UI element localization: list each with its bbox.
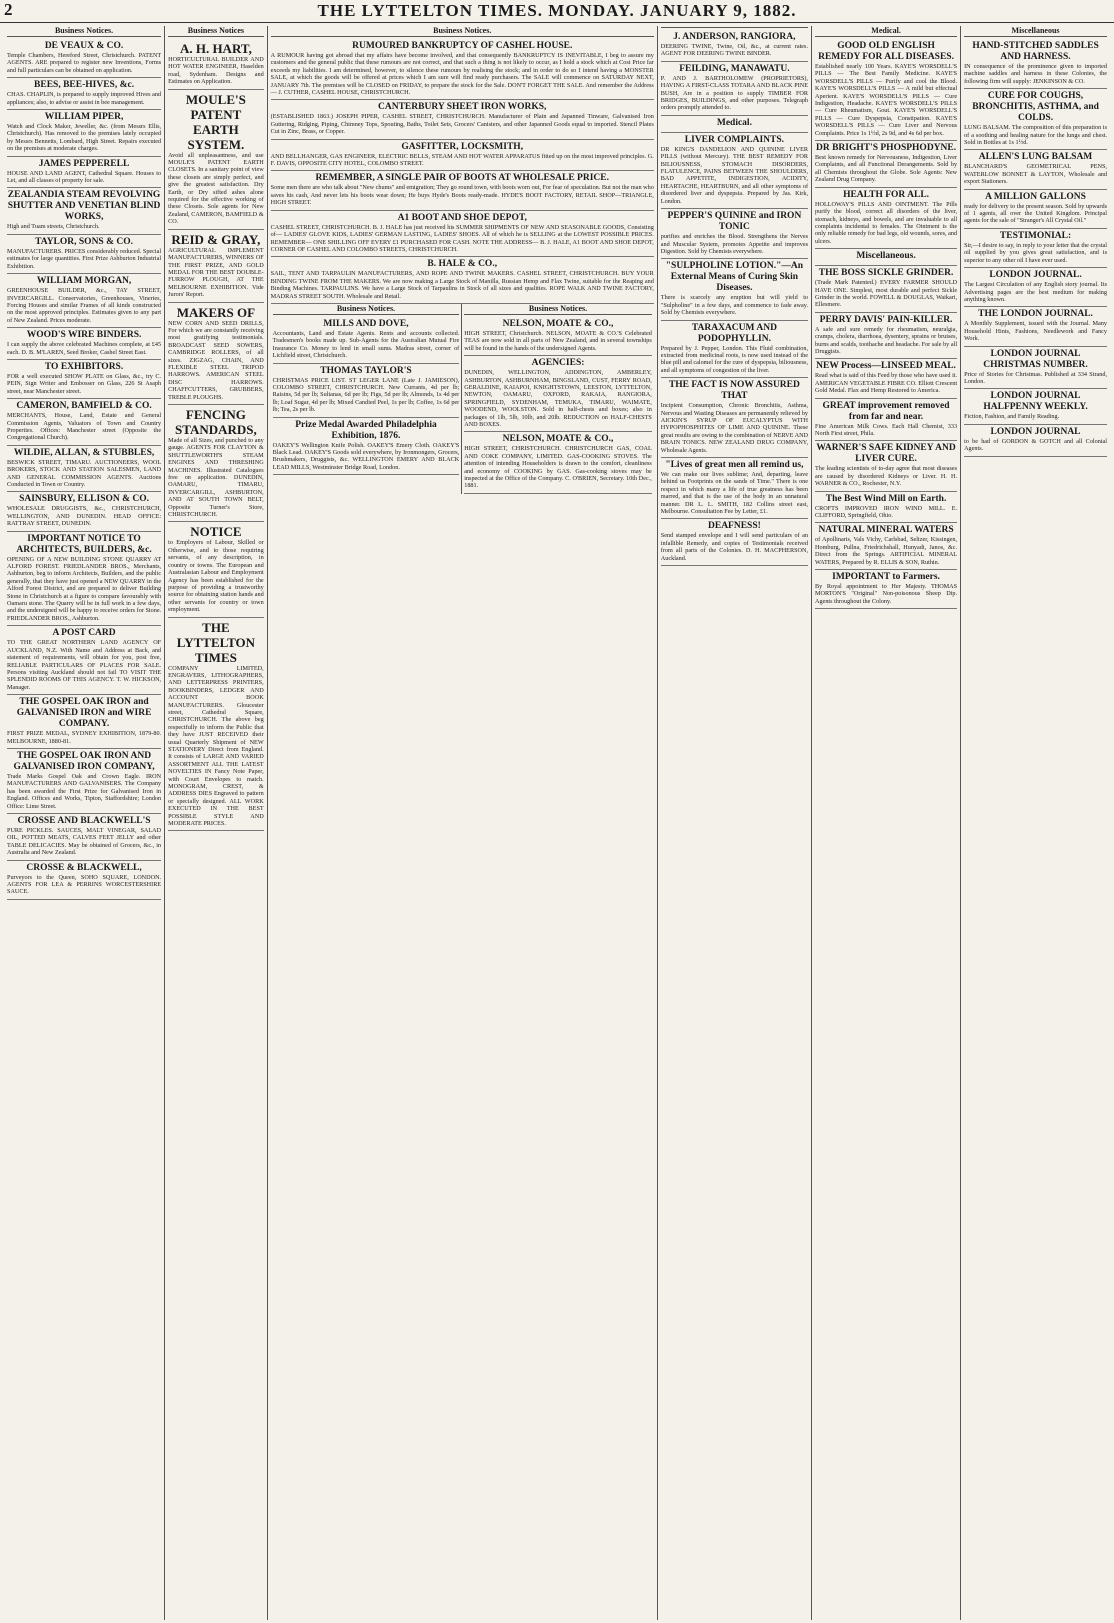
ad-headline: THE LONDON JOURNAL. <box>978 309 1093 320</box>
ad-body: HIGH STREET, CHRISTCHURCH. CHRISTCHURCH GAS, COAL AND COKE COMPANY, LIMITED. GAS-COOKING STOVES. The attention of intending Householders is drawn to the comfort, cleanliness and economy of COOKING by GAS. Gas-cooking stoves may be inspected at the Office of the Company. C. O'BRIEN, Secretary. 10th Dec., 1881. <box>464 445 652 490</box>
ad-headline: "Lives of great men all remind us, <box>665 460 804 470</box>
ad-body: A RUMOUR having got abroad that my affairs have become involved, and that consequently BANKRUPTCY IS INEVITABLE, I beg to assure my customers and the general public that these rumours are not correct, and that such a thing is not likely to occur, as I hold a stock which at Cost Price far exceeds my liabilities. I am determined, however, to silence these rumours by realising the stock; and in order to do so I intend having a MONSTER SALE, at which the goods will be offered at prices which I am sure will find ready purchasers. The SALE will commence on SATURDAY NEXT, JANUARY 7th. The premises will be CLOSED on FRIDAY, to prepare the stock for the Sale. DON'T FORGET THE SALE. And remember the Address— J. CUTHER, CASHEL HOUSE, CHRISTCHURCH. <box>270 52 654 97</box>
advertisement <box>7 861 161 900</box>
ad-headline: CANTERBURY SHEET IRON WORKS, <box>378 102 547 113</box>
ad-body: HOUSE AND LAND AGENT, Cathedral Square. Houses to Let, and all classes of property for sale. <box>7 169 162 185</box>
ad-body: WHOLESALE DRUGGISTS, &c., CHRISTCHURCH, WELLINGTON, AND DUNEDIN. HEAD OFFICE: RATTRAY STREET, DUNEDIN. <box>7 505 162 528</box>
ad-body: NEW CORN AND SEED DRILLS, For which we are constantly receiving most gratifying testimonials. BROADCAST SEED SOWERS, CAMBRIDGE ROLLERS, of all sizes. ZIGZAG, CHAIN, AND FLEXIBLE STEEL TRIPOD HARROWS. AMERICAN STEEL DISC HARROWS. CHAFFCUTTERS, GRUBBERS, TREBLE PLOUGHS. <box>168 319 264 401</box>
ad-headline: REID & GRAY, <box>171 231 261 247</box>
ad-body: HIGH STREET, Christchurch. NELSON, MOATE & CO.'S Celebrated TEAS are now sold in all parts of New Zealand, and in several townships will be found in the hands of the undersigned Agents. <box>464 329 652 352</box>
advertisement <box>168 405 264 522</box>
column-heading: Business Notices. <box>7 26 161 37</box>
advertisement <box>964 39 1107 89</box>
advertisement <box>815 399 957 442</box>
ad-headline: FENCING STANDARDS, <box>175 407 257 437</box>
ad-body: to Employers of Labour, Skilled or Otherwise, and to those requiring servants, of any description, in country or towns. The European and Australasian Labour and Employment Agency has been established for the purpose of providing a trustworthy source for obtaining station hands and other servants for country or town employment. <box>168 539 264 614</box>
ad-headline: J. ANDERSON, RANGIORA, <box>673 32 796 42</box>
advertisement <box>7 532 161 627</box>
ad-body: CROFTS IMPROVED IRON WIND MILL. E. CLIFFORD, Springfield, Ohio. <box>815 504 958 520</box>
ad-body: Trade Marks Gospel Oak and Crown Eagle. IRON MANUFACTURERS AND GALVANISERS. The Company has been awarded the First Prize for Galvanised Iron in England. Offices and Works, Tipton, Staffordshire; London Office: Lime Street. <box>7 772 162 810</box>
ad-headline: "SULPHOLINE LOTION."—An External Means of Curing Skin Diseases. <box>665 261 804 294</box>
advertisement <box>168 303 264 405</box>
advertisement <box>7 695 161 749</box>
ad-body: There is scarcely any eruption but will yield to "Sulpholine" in a few days, and commence to fade away. Sold by Chemists everywhere. <box>660 294 809 317</box>
ad-body: Incipient Consumption, Chronic Bronchitis, Asthma, Nervous and Wasting Diseases are permanently relieved by AICKIN'S SYRUP OF EUCALYPTUS WITH HYPOPHOSPHITES OF LIME AND QUININE. These great results are owing to the combination of NERVE AND BRAIN TONICS. NEW ZEALAND DRUG COMPANY, Wholesale Agents. <box>660 402 809 454</box>
advertisement <box>168 618 264 832</box>
advertisement <box>464 432 652 493</box>
ad-body: Watch and Clock Maker, Jeweller, &c. (from Messrs Ellis, Christchurch). Has removed to the premises lately occupied by Messrs Bennetts, Lombard, High Street. Repairs executed on the premises at moderate charges. <box>7 123 162 153</box>
column-heading: Business Notices. <box>464 304 652 315</box>
ad-body: Price of Stories for Christmas. Published at 334 Strand, London. <box>964 370 1107 385</box>
advertisement <box>815 523 957 570</box>
ad-body: OPENING OF A NEW BUILDING STONE QUARRY AT ALFORD FOREST. FRIEDLANDER BROS., Merchants, Ashburton, beg to inform Architects, Builders, and the public generally, that they have just opened a NEW QUARRY in the Alford Forest District, and are prepared to deliver Building Stone in Christchurch at a figure to compare favourably with Oamaru stone. The Quarry will be in full work in a few days, and the undersigned will be happy to receive orders for Stone. FRIEDLANDER BROS., Ashburton. <box>7 555 162 622</box>
ad-headline: THE GOSPEL OAK IRON and GALVANISED IRON and WIRE COMPANY. <box>16 697 152 730</box>
ad-headline: NELSON, MOATE & CO., <box>502 318 614 329</box>
advertisement <box>964 150 1107 189</box>
advertisement <box>271 39 654 100</box>
ad-headline: THE BOSS SICKLE GRINDER. <box>818 268 954 279</box>
advertisement <box>7 814 161 861</box>
column-3-right-list <box>464 317 652 494</box>
advertisement <box>815 313 957 360</box>
ad-headline: Medical. <box>716 117 752 128</box>
ad-headline: WOOD'S WIRE BINDERS. <box>26 330 142 341</box>
column-5 <box>812 26 961 1620</box>
advertisement <box>7 626 161 695</box>
advertisement <box>271 171 654 210</box>
ad-body: (ESTABLISHED 1863.) JOSEPH PIPER, CASHEL STREET, CHRISTCHURCH. Manufacturer of Plain and Japanned Tinware, Galvanised Iron Guttering, Ridging, Piping, Chimney Tops, Spouting, Baths, Toilet Sets, Grocers' Canisters, and other Japanned Goods equal to imported. Stencil Plates Cut in Zinc, Brass, or Copper. <box>270 113 654 136</box>
advertisement <box>815 441 957 491</box>
ad-body: FOR a well executed SHOW PLATE on Glass, &c., try C. PEIN, Sign Writer and Embosser on Glass, 226 St Asaph street, near Manchester street. <box>7 372 162 395</box>
ad-body: DR KING'S DANDELION AND QUININE LIVER PILLS (without Mercury). THE BEST REMEDY FOR BILIOUSNESS, STOMACH DISORDERS, FLATULENCE, PAINS BETWEEN THE SHOULDERS, BAD APPETITE, INDIGESTION, ACIDITY, HEARTACHE, HEARTBURN, and all other symptoms of disordered liver and dyspepsia. Prepared by Jas. Kirk, London. <box>660 145 809 205</box>
advertisement <box>168 522 264 617</box>
ad-headline: PEPPER'S QUININE and IRON TONIC <box>667 211 802 233</box>
advertisement <box>661 209 808 259</box>
advertisement <box>271 211 654 258</box>
ad-headline: THE FACT IS NOW ASSURED THAT <box>668 380 800 402</box>
ad-headline: B. HALE & CO., <box>427 259 498 270</box>
ad-body: of Apollinaris, Vals Vichy, Carlsbad, Seltzer, Kissingen, Homburg, Pullna, Friedrichshall, Hunyadi, Janos, &c. Direct from the Springs. ARTIFICIAL MINERAL WATERS, Prepared by R. ELLIS & SON, Ruthin. <box>815 536 958 566</box>
ad-headline: MILLS AND DOVE, <box>323 318 409 329</box>
ad-body: Read what is said of this Feed by those who have used it. AMERICAN VEGETABLE FIBRE CO. Elliott Crescent Gold Medal. Flax and Hemp Restored to America. <box>815 372 958 395</box>
advertisement <box>964 190 1107 229</box>
ad-headline: ZEALANDIA STEAM REVOLVING SHUTTER AND VENETIAN BLIND WORKS, <box>7 190 161 223</box>
advertisement <box>815 39 957 141</box>
ad-body: Fine American Milk Cows. Each Hall Chemist, 333 North First street, Phila. <box>815 422 958 437</box>
advertisement <box>815 492 957 524</box>
ad-headline: PERRY DAVIS' PAIN-KILLER. <box>819 314 953 325</box>
advertisement <box>7 274 161 328</box>
ad-headline: CURE FOR COUGHS, BRONCHITIS, ASTHMA, and COLDS. <box>972 91 1099 124</box>
ad-headline: TESTIMONIAL: <box>999 230 1072 241</box>
ad-headline: A1 BOOT AND SHOE DEPOT, <box>397 212 527 223</box>
masthead-title: THE LYTTELTON TIMES. MONDAY. JANUARY 9, 1882. <box>317 1 797 20</box>
ad-headline: GOOD OLD ENGLISH REMEDY FOR ALL DISEASES. <box>818 41 954 62</box>
ad-headline: IMPORTANT to Farmers. <box>832 572 940 583</box>
ad-headline: WILLIAM PIPER, <box>44 112 124 123</box>
ad-body: SAIL, TENT AND TARPAULIN MANUFACTURERS, AND ROPE AND TWINE MAKERS. CASHEL STREET, CHRISTCHURCH. BUY YOUR BINDING TWINE FROM THE MAKERS. We are now making a Large Stock of Manilla, Russian Hemp and Flax Twine, suitable for the Reaping and Binding Machines. TARPAULINS. We have a Large Stock of Tarpaulins in Stock of all sizes and qualities. ROPE WALK AND TWINE FACTORY, MADRAS STREET SOUTH. Wholesale and Retail. <box>270 270 654 300</box>
advertisement <box>661 62 808 116</box>
advertisement <box>7 446 161 493</box>
ad-body: IN consequence of the prominence given to imported machine saddles and harness in these Colonies, the following firm will supply: JENKINSON & CO. <box>964 63 1107 85</box>
ad-headline: ALLEN'S LUNG BALSAM <box>978 152 1093 163</box>
ad-body: P. AND J. BARTHOLOMEW (PROPRIETORS), HAVING A FIRST-CLASS TOTARA AND BLACK PINE BUSH, Are in a position to supply TIMBER FOR BRIDGES, BUILDINGS, and other purposes. Telegraph orders promptly attended to. <box>660 74 809 112</box>
ad-headline: NOTICE <box>190 524 242 540</box>
ad-body: MERCHANTS, House, Land, Estate and General Commission Agents, Valuators of Town and Country Properties. Offices: Manchester street (Opposite the Congregational Church). <box>7 412 162 442</box>
column-heading: Medical. <box>815 26 957 37</box>
column-1 <box>4 26 165 1620</box>
advertisement <box>168 230 264 303</box>
advertisement <box>661 259 808 320</box>
advertisement <box>464 356 652 432</box>
ad-headline: MOULE'S PATENT EARTH SYSTEM. <box>185 91 246 152</box>
ad-body: By Royal appointment to Her Majesty. THOMAS MORTON'S "Original" Non-poisonous Sheep Dip. Agents throughout the Colony. <box>815 583 958 605</box>
ad-headline: NELSON, MOATE & CO., <box>502 434 614 445</box>
ad-headline: JAMES PEPPERELL <box>38 158 130 169</box>
ad-headline: The Best Wind Mill on Earth. <box>825 493 947 504</box>
advertisement <box>271 100 654 139</box>
advertisement <box>964 347 1107 390</box>
ad-body: CHAS. CHAPLIN, is prepared to supply improved Hives and appliances; also, to advise or assist in bee management. <box>7 91 162 106</box>
ad-body: Established nearly 100 Years. KAYE'S WORSDELL'S PILLS — The Best Family Medicine. KAYE'S WORSDELL'S PILLS — Purify and cool the Blood. KAYE'S WORSDELL'S PILLS — A mild but effectual Aperient. KAYE'S WORSDELL'S PILLS — Cure Indigestion, Headache. KAYE'S WORSDELL'S PILLS — Cure Rheumatism, Gout. KAYE'S WORSDELL'S PILLS — Cure Dyspepsia, Constipation. KAYE'S WORSDELL'S PILLS — Cure Liver and Nervous Complaints. Price 1s 1½d, 2s 9d, and 4s 6d per box. <box>815 63 958 137</box>
ad-body: The Largest Circulation of any English story journal. Its Advertising pages are the best medium for making anything known. <box>964 281 1107 303</box>
column-3 <box>268 26 658 1620</box>
ad-body: HORTICULTURAL BUILDER AND HOT WATER ENGINEER, Haselden road, Sydenham. Designs and Estimates on Application. <box>168 56 264 86</box>
ad-headline: GASFITTER, LOCKSMITH, <box>401 141 524 152</box>
ad-body: Sir,—I desire to say, in reply to your letter that the crystal oil supplied by you gives great satisfaction, and is superior to any other oil I have ever used. <box>964 241 1107 264</box>
ad-body: High and Tuam streets, Christchurch. <box>7 223 100 231</box>
ad-body: Accountants, Land and Estate Agents. Rents and accounts collected. Tradesmen's books made up. Sub-Agents for the Australian Mutual Fire Insurance Co. Money to lend in small sums. Madras street, corner of Lichfield street, Christchurch. <box>272 329 460 360</box>
ad-body: I can supply the above celebrated Machines complete, at £45 each. D. B. M'LAREN, Seed Broker, Cashel Street East. <box>7 341 162 356</box>
ad-headline: LONDON JOURNAL. <box>989 270 1082 281</box>
ad-headline: CROSSE AND BLACKWELL'S <box>17 815 151 826</box>
ad-body: A safe and sure remedy for rheumatism, neuralgia, cramps, cholera, diarrhoea, dysentery, sprains or bruises, burns and scalds, toothache and headache. For sale by all Druggists. <box>815 325 958 355</box>
advertisement <box>964 229 1107 268</box>
advertisement <box>661 458 808 519</box>
column-3-left-list <box>273 317 460 475</box>
ad-body: DUNEDIN, WELLINGTON, ADDINGTON, AMBERLEY, ASHBURTON, ASHBURNHAM, BINGSLAND, CUST, FERRY ROAD, GERALDINE, KAIAPOI, KNIGHTSTOWN, LEESTON, LYTTELTON, NEWTON, OAMARU, OXFORD, RAKAIA, RANGIORA, SPRINGFIELD, SYDENHAM, TEMUKA, TIMARU, WAIMATE, WOODEND, WOOLSTON. Sold in half-chests and boxes; also in packages of 1lb, 5lb, 10lb, and 20lb. REDUCTION on HALF-CHESTS AND BOXES. <box>464 369 652 428</box>
column-3-right <box>462 304 654 494</box>
ad-headline: Miscellaneous. <box>856 251 916 262</box>
ad-headline: THE GOSPEL OAK IRON AND GALVANISED IRON COMPANY, <box>13 750 155 772</box>
ad-headline: IMPORTANT NOTICE TO ARCHITECTS, BUILDERS, &c. <box>16 533 152 555</box>
column-heading: Business Notices <box>168 26 264 37</box>
ad-headline: A MILLION GALLONS <box>985 191 1086 202</box>
ad-headline: WILLIAM MORGAN, <box>36 276 132 287</box>
ad-headline: DR BRIGHT'S PHOSPHODYNE. <box>815 143 957 154</box>
advertisement <box>815 570 957 609</box>
ad-body: BESWICK STREET, TIMARU. AUCTIONEERS, WOOL BROKERS, STOCK AND STATION SALESMEN, LAND AND GENERAL COMMISSION AGENTS. Auctions Conducted in Town or Country. <box>7 458 162 488</box>
ad-headline: A. H. HART, <box>179 41 252 56</box>
column-heading: Business Notices. <box>273 304 460 315</box>
ad-body: Made of all Sizes, and punched to any gauge. AGENTS FOR CLAYTON & SHUTTLEWORTH'S STEAM ENGINES AND THRESHING MACHINES. Illustrated Catalogues free on application. DUNEDIN, OAMARU, TIMARU, INVERCARGILL, ASHBURTON, AND AT SOUTH TOWN BELT, Opposite Turner's Store, CHRISTCHURCH. <box>168 437 264 519</box>
ad-body: TO THE GREAT NORTHERN LAND AGENCY OF AUCKLAND, N.Z. With Name and Address at Back, and statement of requirements, will obtain for you, post free, RELIABLE PARTICULARS OF PLACES FOR SALE. Persons visiting Auckland should not fail TO VISIT THE SPLENDID ROOMS OF THIS AGENCY. T. W. HICKSON, Manager. <box>7 639 162 691</box>
ad-headline: MAKERS OF <box>176 304 256 320</box>
ad-body: BLANCHARD'S GEOMETRICAL PENS, WATERLOW BONNET & LAYTON, Wholesale and export Stationers. <box>964 163 1107 186</box>
ad-body: Send stamped envelope and I will send particulars of an infallible Remedy, and copies of Testimonials received from all parts of the Colonies. D. H. MACPHERSON, Auckland. <box>660 532 809 562</box>
advertisement <box>271 257 654 304</box>
ad-headline: RUMOURED BANKRUPTCY OF CASHEL HOUSE. <box>352 41 573 51</box>
column-6 <box>961 26 1110 1620</box>
advertisement <box>7 235 161 274</box>
ad-headline: THE LYTTELTON TIMES <box>176 619 256 665</box>
ad-headline: WARNER'S SAFE KIDNEY AND LIVER CURE. <box>816 443 956 465</box>
ad-body: (Trade Mark Patented.) EVERY FARMER SHOULD HAVE ONE. Simplest, most durable and perfect Sickle Grinder in the world. FOWELL & DOUGLAS, Waikari, Ellesmere. <box>815 279 958 309</box>
advertisement <box>7 328 161 360</box>
ad-headline: TAYLOR, SONS & CO. <box>35 236 134 247</box>
ad-headline: Prize Medal Awarded Philadelphia Exhibition, 1876. <box>295 419 437 441</box>
advertisement <box>168 90 264 230</box>
column-3-split <box>271 304 654 494</box>
ad-headline: LIVER COMPLAINTS. <box>684 134 785 145</box>
ad-headline: CAMERON, BAMFIELD & CO. <box>16 401 152 412</box>
ad-body: The leading scientists of to-day agree that most diseases are caused by disordered Kidneys or Liver. H. H. WARNER & CO., Rochester, N.Y. <box>815 465 958 488</box>
ad-body: Best known remedy for Nervousness, Indigestion, Liver Complaints, and all Functional Derangements. Sold by all Chemists throughout the Globe. Sole Agents: New Zealand Drug Company. <box>815 154 958 184</box>
advertisement <box>7 749 161 814</box>
advertisement <box>7 157 161 189</box>
ad-body: OAKEY'S Wellington Knife Polish. OAKEY'S Emery Cloth. OAKEY'S Black Lead. OAKEY'S Goods sold everywhere, by Ironmongers, Grocers, Brushmakers, Druggists, &c. WELLINGTON EMERY AND BLACK LEAD MILLS, Westminster Bridge Road, London. <box>272 441 460 471</box>
advertisement <box>815 249 957 266</box>
ad-headline: NEW Process—LINSEED MEAL. <box>816 361 956 372</box>
ad-headline: SAINSBURY, ELLISON & CO. <box>19 494 150 505</box>
ad-body: to be had of GORDON & GOTCH and all Colonial Agents. <box>964 437 1107 453</box>
ad-body: Temple Chambers, Hereford Street, Christchurch. PATENT AGENTS. ARE prepared to register new Inventions, Forms and full particulars can be obtained on application. <box>7 52 162 74</box>
ad-headline: LONDON JOURNAL CHRISTMAS NUMBER. <box>983 348 1088 370</box>
advertisement <box>7 78 161 110</box>
column-2 <box>165 26 268 1620</box>
ad-headline: TO EXHIBITORS. <box>44 361 124 372</box>
advertisement <box>815 188 957 249</box>
ad-headline: A POST CARD <box>52 628 116 639</box>
ad-body: CHRISTMAS PRICE LIST. ST LEGER LANE (Late J. JAMIESON), COLOMBO STREET, CHRISTCHURCH. New Currants, 4d per lb; Raisins, 5d per lb; Sultanas, 6d per lb; Figs, 5d per lb; Almonds, 1s 4d per lb; Loaf Sugar, 4d per lb; Mixed Candied Peel, 1s per lb; Coffee, 1s 6d per lb; Tea, 2s per lb. <box>272 376 460 414</box>
ad-body: purifies and enriches the Blood. Strengthens the Nerves and Muscular System, promotes Appetite and improves Digestion. Sold by Chemists everywhere. <box>660 233 809 255</box>
ad-body: Prepared by J. Pepper, London. This Fluid combination, extracted from medicinal roots, is now used instead of the blue pill and calomel for the cure of dyspepsia, biliousness, and all symptoms of congestion of the liver. <box>660 344 809 374</box>
column-heading <box>661 26 808 28</box>
advertisement <box>815 359 957 398</box>
advertisement <box>7 492 161 531</box>
advertisement <box>815 266 957 313</box>
advertisement <box>7 110 161 157</box>
ad-body: FIRST PRIZE MEDAL, SYDNEY EXHIBITION, 1879-80. MELBOURNE, 1880-81. <box>7 730 162 745</box>
advertisement <box>661 133 808 209</box>
ad-headline: BEES, BEE-HIVES, &c. <box>34 80 135 91</box>
ad-body: HOLLOWAY'S PILLS AND OINTMENT. The Pills purify the blood, correct all disorders of the liver, stomach, kidneys, and bowels, and are invaluable to all complaints incidental to females. The Ointment is the only reliable remedy for bad legs, old wounds, sores, and ulcers. <box>815 200 958 245</box>
ad-body: Some men there are who talk about "New chums" and emigration; They go round town, with boots worn out, For fear of speculation. But not the man who saves his cash, And never lets his boots wear down; He buys Hyde's Boots ready-made. HYDE'S BOOT FACTORY, RETAIL SHOP—TRIANGLE, HIGH STREET. <box>270 184 654 207</box>
ad-body: PURE PICKLES. SAUCES, MALT VINEGAR, SALAD OIL, POTTED MEATS, CALVES FEET JELLY and other TABLE DELICACIES. May be obtained of Grocers, &c., in Australia and New Zealand. <box>7 826 162 857</box>
ad-headline: AGENCIES: <box>531 358 585 369</box>
columns <box>4 26 1110 1620</box>
ad-body: Purveyors to the Queen, SOHO SQUARE, LONDON. AGENTS FOR LEA & PERRINS WORCESTERSHIRE SAUCE. <box>7 873 162 896</box>
ad-headline: DEAFNESS! <box>708 521 761 532</box>
ad-body: COMPANY LIMITED, ENGRAVERS, LITHOGRAPHERS, AND LETTERPRESS PRINTERS, BOOKBINDERS, LEDGER AND ACCOUNT BOOK MANUFACTURERS. Gloucester street, Cathedral Square, CHRISTCHURCH. The above beg respectfully to inform the Public that they have JUST RECEIVED their usual Quarterly Shipment of NEW STATIONERY Direct from England. It consists of LARGE AND VARIED ASSORTMENT ALL THE LATEST NOVELTIES IN Fancy Note Paper, with Court Envelopes to match. MONOGRAM, CREST, & ADDRESS DIES Engraved to pattern or specially designed. ALL WORK EXECUTED IN THE BEST POSSIBLE STYLE AND MODERATE PRICES. <box>168 664 264 828</box>
ad-body: Fiction, Fashion, and Family Reading. <box>964 413 1060 421</box>
advertisement <box>815 141 957 188</box>
page-number: 2 <box>4 0 13 19</box>
advertisement <box>168 39 264 90</box>
advertisement <box>964 89 1107 150</box>
advertisement <box>661 116 808 133</box>
ad-body: We can make our lives sublime; And, departing, leave behind us Footprints on the sands of Time." There is one respect in which many a life of true greatness has been marred, and that is the use of the body in an unnatural manner. DR L. L. SMITH, 182 Collins street east, Melbourne. Consultation Fee by Letter, £1. <box>660 471 809 516</box>
advertisement <box>7 39 161 78</box>
ad-headline: LONDON JOURNAL HALFPENNY WEEKLY. <box>983 391 1088 413</box>
ad-body: ready for delivery to the present season. Sold by upwards of 1 agents, all over the United Kingdom. Principal agents for the sale of "Stranger's All Crystal Oil." <box>964 202 1107 225</box>
advertisement <box>661 519 808 566</box>
column-4 <box>658 26 812 1620</box>
column-3-left <box>271 304 463 494</box>
ad-body: LUNG BALSAM. The composition of this preparation is of a soothing and healing nature for the lungs and chest. Sold in Bottles at 1s 1½d. <box>964 124 1107 147</box>
ad-headline: TARAXACUM AND PODOPHYLLIN. <box>691 322 777 344</box>
advertisement <box>964 425 1107 457</box>
advertisement <box>661 321 808 379</box>
ad-body: MANUFACTURERS. PRICES considerably reduced. Special estimates for large quantities. First Prize Ashburton Industrial Exhibition. <box>7 247 162 270</box>
advertisement <box>273 418 460 476</box>
ad-headline: GREAT improvement removed from far and near. <box>822 400 950 422</box>
ad-body: Avoid all unpleasantness, and use MOULE'S PATENT EARTH CLOSETS. In a sanitary point of view these closets are simply perfect, and give the greatest satisfaction. Dry Earth, or Dry sifted ashes alone required for the effective working of these Closets. Sole agents for New Zealand, CAMERON, BAMFIELD & CO. <box>168 151 264 226</box>
ad-headline: REMEMBER, A SINGLE PAIR OF BOOTS AT WHOLESALE PRICE. <box>315 173 609 184</box>
ad-headline: WILDIE, ALLAN, & STUBBLES, <box>13 447 155 458</box>
ad-body: AGRICULTURAL IMPLEMENT MANUFACTURERS, WINNERS OF THE FIRST PRIZE, AND GOLD MEDAL FOR THE BEST DOUBLE-FURROW PLOUGH, AT THE MELBOURNE EXHIBITION. Vide Jurors' Report. <box>168 246 264 299</box>
advertisement <box>7 399 161 446</box>
advertisement <box>964 268 1107 307</box>
ad-headline: DE VEAUX & CO. <box>44 41 124 51</box>
column-3-top <box>271 39 654 304</box>
ad-headline: HAND-STITCHED SADDLES AND HARNESS. <box>972 41 1099 62</box>
ad-body: GREENHOUSE BUILDER, &c., TAY STREET, INVERCARGILL. Conservatories, Greenhouses, Vineries, Forcing Houses and similar Frames of all kinds constructed on the most approved principles. Estimates given to any part of New Zealand. Prices moderate. <box>7 287 162 324</box>
ad-body: DEERING TWINE, Twine, Oil, &c., at current rates. AGENT FOR DEERING TWINE BINDER. <box>660 43 809 58</box>
advertisement <box>271 140 654 172</box>
advertisement <box>661 30 808 62</box>
ad-headline: LONDON JOURNAL <box>990 426 1081 437</box>
advertisement <box>273 364 460 418</box>
advertisement <box>7 360 161 399</box>
advertisement <box>464 317 652 356</box>
ad-headline: HEALTH FOR ALL. <box>843 189 930 200</box>
masthead <box>0 0 1114 23</box>
advertisement <box>661 378 808 458</box>
ad-headline: NATURAL MINERAL WATERS <box>818 525 954 536</box>
advertisement <box>964 307 1107 346</box>
ad-headline: THOMAS TAYLOR'S <box>320 365 412 376</box>
advertisement <box>273 317 460 364</box>
advertisement <box>964 389 1107 424</box>
ad-headline: FEILDING, MANAWATU. <box>679 63 790 74</box>
column-heading: Miscellaneous <box>964 26 1107 37</box>
ad-body: A Monthly Supplement, issued with the Journal. Many Household Hints, Fashions, Needlework and Fancy Work. <box>964 320 1107 343</box>
column-heading: Business Notices. <box>271 26 654 37</box>
advertisement <box>7 188 161 234</box>
ad-body: AND BELLHANGER, GAS ENGINEER, ELECTRIC BELLS, STEAM AND HOT WATER APPARATUS fitted up on the most improved principles. G. F. DAVIS, OPPOSITE CITY HOTEL, COLOMBO STREET. <box>270 152 654 168</box>
ad-body: CASHEL STREET, CHRISTCHURCH. B. J. HALE has just received his SUMMER SHIPMENTS OF NEW AND SEASONABLE GOODS, Consisting of— LADIES' GLOVE KIDS, LADIES' GERMAN LASTING, LADIES' SHOES. All of which he is SELLING at the LOWEST POSSIBLE PRICES. REMEMBER— ONE SHILLING OFF EVERY £1 PURCHASED FOR CASH. NOTE THE ADDRESS— B. J. HALE, A1 BOOT AND SHOE DEPOT, CORNER OF CASHEL AND COLOMBO STREETS, CHRISTCHURCH. <box>270 223 654 253</box>
ad-headline: CROSSE & BLACKWELL, <box>26 862 142 873</box>
